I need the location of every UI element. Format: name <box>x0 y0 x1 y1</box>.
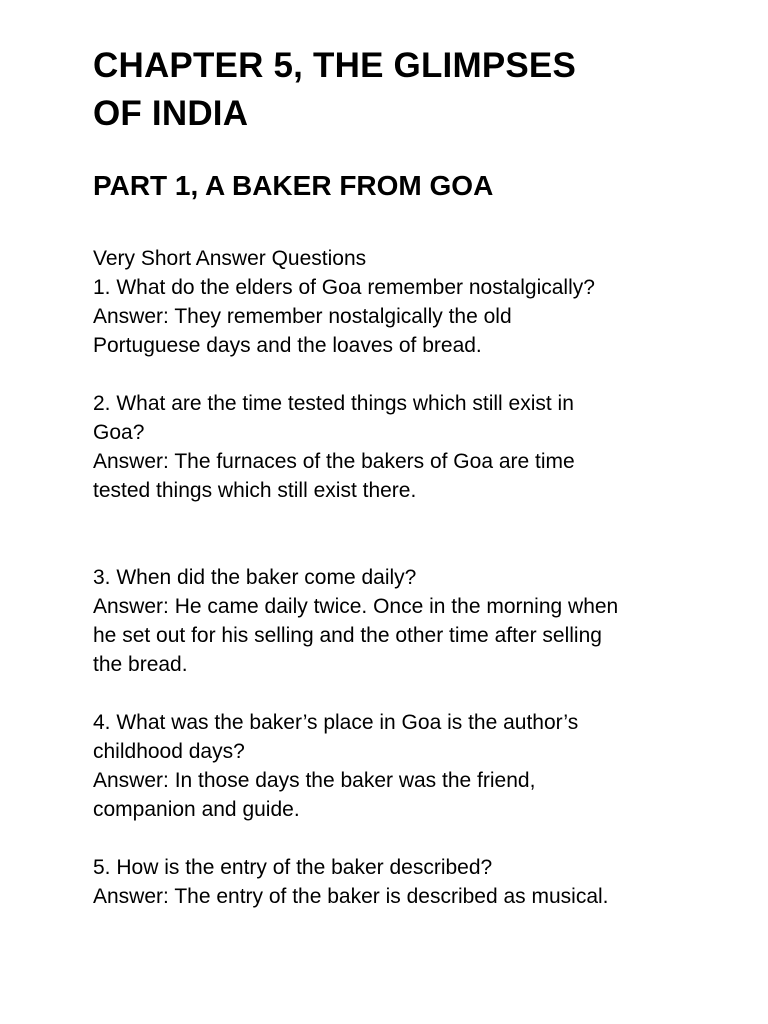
blank-line <box>93 679 693 708</box>
answer-text: he set out for his selling and the other time after selling <box>93 624 602 647</box>
blank-line <box>93 534 693 563</box>
chapter-title-line: CHAPTER 5, THE GLIMPSES <box>93 46 576 85</box>
question-text: 1. What do the elders of Goa remember nostalgically? <box>93 276 595 299</box>
blank-line <box>93 824 693 853</box>
document-body <box>93 244 693 911</box>
question-text: 2. What are the time tested things which still exist in <box>93 392 574 415</box>
answer-text: Answer: They remember nostalgically the old <box>93 305 512 328</box>
question-text: 3. When did the baker come daily? <box>93 566 417 589</box>
chapter-title <box>93 42 693 138</box>
answer-text: tested things which still exist there. <box>93 479 417 502</box>
section-heading: Very Short Answer Questions <box>93 247 367 270</box>
question-text: Goa? <box>93 421 145 444</box>
blank-line <box>93 360 693 389</box>
answer-text: the bread. <box>93 653 188 676</box>
answer-text: Answer: The furnaces of the bakers of Goa are time <box>93 450 575 473</box>
answer-text: Answer: In those days the baker was the friend, <box>93 769 536 792</box>
answer-text: Answer: He came daily twice. Once in the morning when <box>93 595 619 618</box>
answer-text: Answer: The entry of the baker is described as musical. <box>93 885 609 908</box>
blank-line <box>93 505 693 534</box>
answer-text: Portuguese days and the loaves of bread. <box>93 334 482 357</box>
question-text: 5. How is the entry of the baker described? <box>93 856 493 879</box>
answer-text: companion and guide. <box>93 798 300 821</box>
part-title: PART 1, A BAKER FROM GOA <box>93 170 494 201</box>
question-text: childhood days? <box>93 740 245 763</box>
chapter-title-line: OF INDIA <box>93 94 249 133</box>
question-text: 4. What was the baker’s place in Goa is the author’s <box>93 711 579 734</box>
document-page <box>93 42 693 908</box>
